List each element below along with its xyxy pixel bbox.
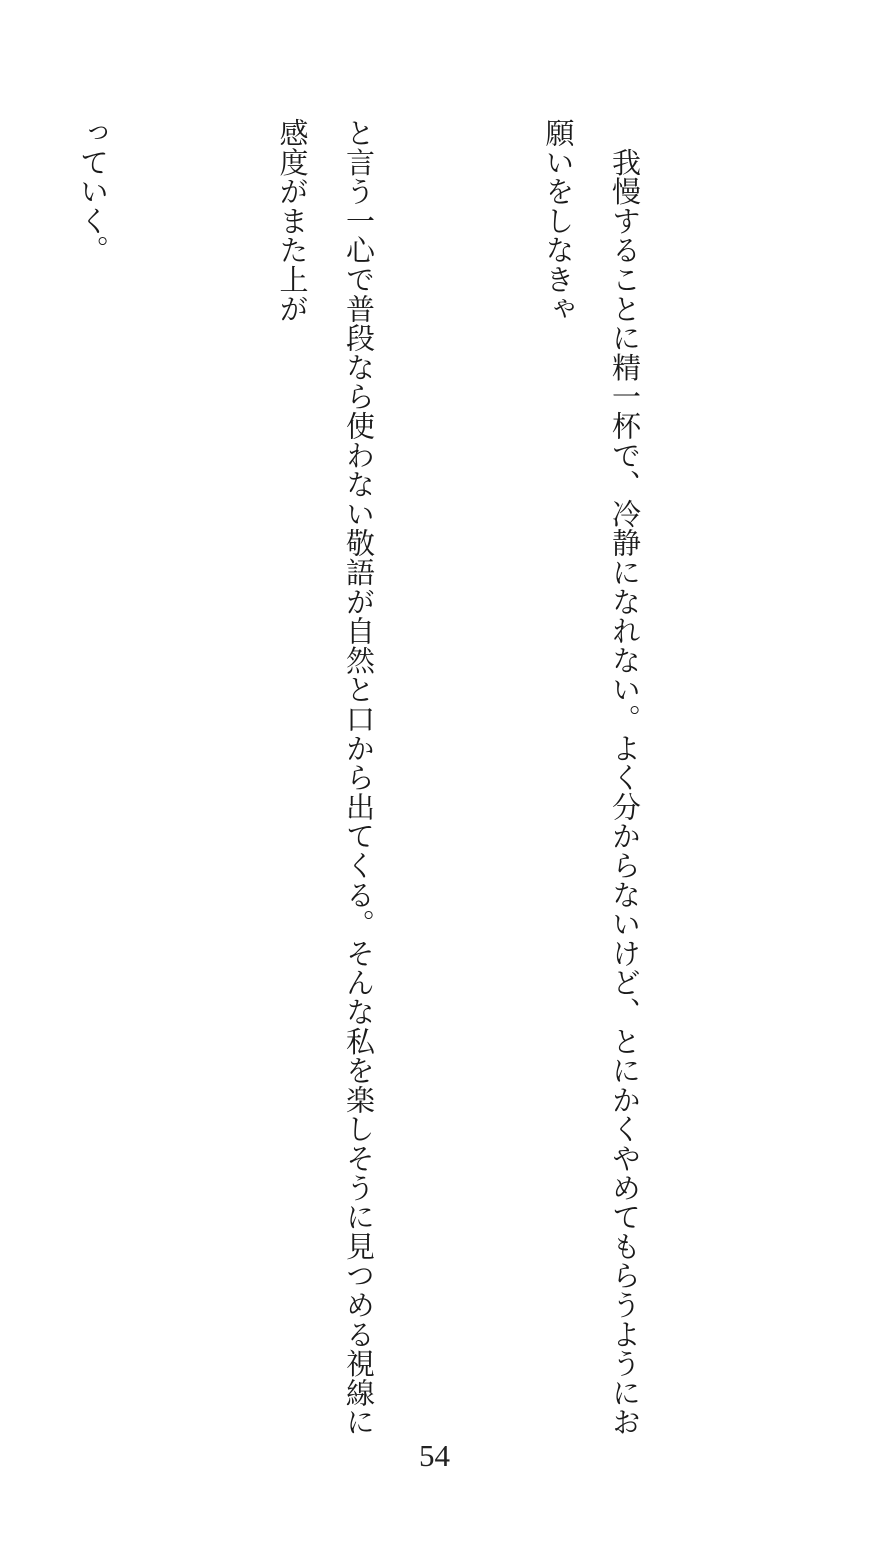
text-line: っていく。 — [76, 118, 110, 265]
text-line: と言う一心で普段なら使わない敬語が自然と口から出てくる。そんな私を楽しそうに見つめる視線に感度がまた上が — [275, 118, 376, 1437]
body-text — [0, 118, 791, 1463]
page-number: 54 — [419, 1438, 450, 1473]
text-line: 我慢することに精一杯で、冷静になれない。よく分からないけど、とにかくやめてもらうようにお願いをしなきゃ — [541, 118, 642, 1437]
